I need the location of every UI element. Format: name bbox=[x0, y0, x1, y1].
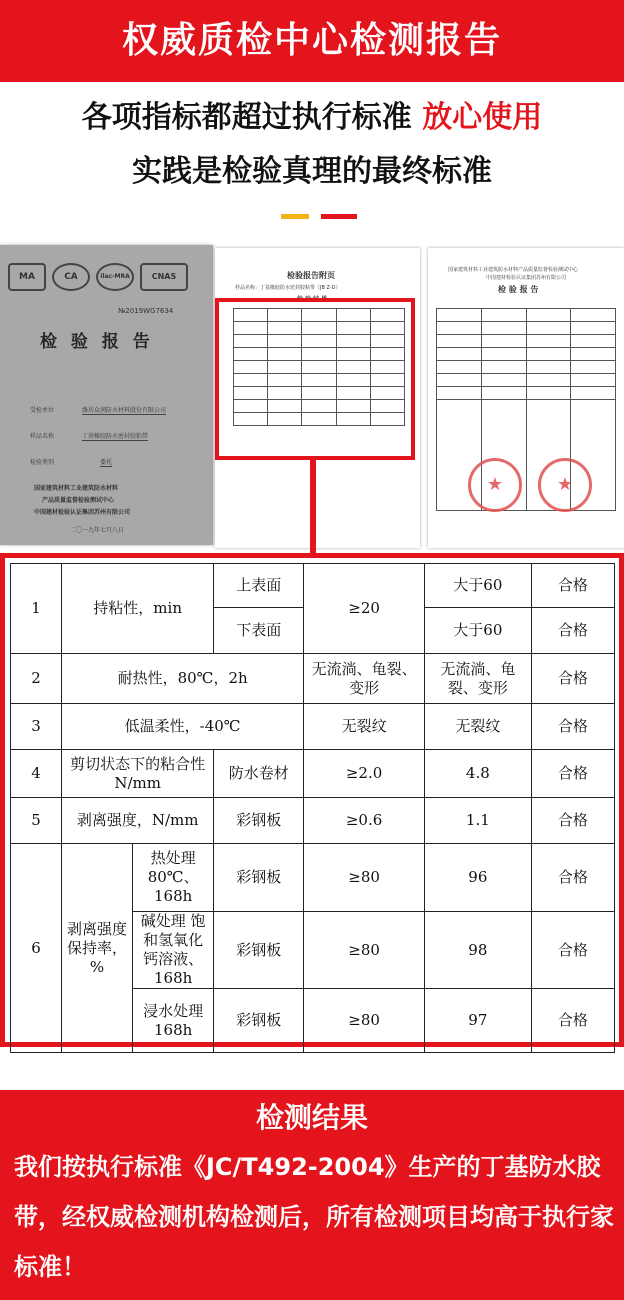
table-row bbox=[11, 750, 615, 798]
footer-title: 检测结果 bbox=[255, 1101, 368, 1134]
subtitle-line2: 实践是检验真理的最终标准 bbox=[132, 154, 492, 189]
cell-std: ≥20 bbox=[304, 564, 425, 654]
cell-result: 1.1 bbox=[424, 798, 531, 844]
cell-sub: 防水卷材 bbox=[214, 750, 304, 798]
cell-std: ≥80 bbox=[304, 844, 425, 912]
cover-date: 二〇一九年七月八日 bbox=[70, 527, 125, 534]
mid-doc-sample: 样品名称：丁基橡胶防水密封胶粘带（JB Z-D） bbox=[235, 285, 341, 291]
cell-sub: 彩钢板 bbox=[214, 798, 304, 844]
report-number: №2019WG7634 bbox=[118, 307, 174, 315]
table-row bbox=[11, 844, 615, 912]
cell-no: 2 bbox=[11, 654, 62, 704]
cell-no: 1 bbox=[11, 564, 62, 654]
field3-label: 检验类别 bbox=[30, 459, 55, 466]
cell-no: 4 bbox=[11, 750, 62, 798]
subtitle-line1 bbox=[0, 92, 624, 136]
cell-result: 无裂纹 bbox=[424, 704, 531, 750]
cell-no: 5 bbox=[11, 798, 62, 844]
report-detail-image bbox=[428, 248, 624, 548]
cover-title: 检 验 报 告 bbox=[40, 332, 154, 352]
cell-sub: 下表面 bbox=[214, 608, 304, 654]
ma-logo-icon: MA bbox=[8, 263, 46, 291]
field2-value: 丁基橡胶防水密封胶粘带 bbox=[82, 433, 149, 440]
result-footer bbox=[0, 1090, 624, 1300]
subtitle-text: 各项指标都超过执行标准 bbox=[81, 100, 412, 135]
results-table bbox=[10, 563, 615, 1053]
org-line1: 国家建筑材料工业建筑防水材料 bbox=[34, 485, 119, 492]
cell-result: 4.8 bbox=[424, 750, 531, 798]
cell-verdict: 合格 bbox=[531, 798, 614, 844]
cell-cond: 热处理 80℃、168h bbox=[132, 844, 213, 912]
cell-result: 98 bbox=[424, 912, 531, 989]
field3-value: 委托 bbox=[100, 459, 113, 466]
cnas-logo-icon: CNAS bbox=[140, 263, 188, 291]
table-row bbox=[11, 704, 615, 750]
divider-yellow bbox=[281, 214, 309, 219]
table-row bbox=[11, 564, 615, 608]
cell-no: 3 bbox=[11, 704, 62, 750]
divider-red bbox=[321, 214, 357, 219]
cell-cond: 浸水处理 168h bbox=[132, 989, 213, 1053]
cell-result: 大于60 bbox=[424, 564, 531, 608]
page-title: 权威质检中心检测报告 bbox=[0, 0, 624, 82]
right-doc-title: 检 验 报 告 bbox=[498, 285, 539, 294]
highlight-frame bbox=[215, 298, 415, 460]
cell-result: 96 bbox=[424, 844, 531, 912]
cell-verdict: 合格 bbox=[531, 704, 614, 750]
cell-item: 低温柔性，-40℃ bbox=[61, 704, 303, 750]
cell-verdict: 合格 bbox=[531, 750, 614, 798]
cell-std: ≥80 bbox=[304, 912, 425, 989]
org-line2: 产品质量监督检验测试中心 bbox=[42, 497, 115, 504]
cell-no: 6 bbox=[11, 844, 62, 1053]
cell-item: 持粘性，min bbox=[61, 564, 213, 654]
field1-label: 受检单位 bbox=[30, 407, 55, 414]
right-doc-org2: 中国建材检验认证集团苏州有限公司 bbox=[486, 275, 567, 281]
cell-item: 剥离强度保持率，% bbox=[61, 844, 132, 1053]
cell-result: 大于60 bbox=[424, 608, 531, 654]
cell-std: ≥80 bbox=[304, 989, 425, 1053]
subtitle-highlight: 放心使用 bbox=[422, 100, 543, 135]
table-row bbox=[11, 798, 615, 844]
ca-logo-icon: CA bbox=[52, 263, 90, 291]
cert-logos bbox=[8, 263, 208, 291]
mid-doc-title: 检验报告附页 bbox=[287, 271, 335, 280]
field2-label: 样品名称 bbox=[30, 433, 55, 440]
cell-sub: 彩钢板 bbox=[214, 912, 304, 989]
zoomed-results-panel bbox=[0, 553, 624, 1047]
cell-verdict: 合格 bbox=[531, 989, 614, 1053]
cell-result: 97 bbox=[424, 989, 531, 1053]
cell-item: 耐热性，80℃，2h bbox=[61, 654, 303, 704]
seal-stamp-icon: ★ bbox=[468, 458, 522, 512]
cell-verdict: 合格 bbox=[531, 912, 614, 989]
cell-std: 无裂纹 bbox=[304, 704, 425, 750]
cell-verdict: 合格 bbox=[531, 608, 614, 654]
cell-sub: 彩钢板 bbox=[214, 989, 304, 1053]
cell-std: ≥2.0 bbox=[304, 750, 425, 798]
org-line3: 中国建材检验认证集团苏州有限公司 bbox=[34, 509, 131, 516]
cell-std: ≥0.6 bbox=[304, 798, 425, 844]
cell-cond: 碱处理 饱和氢氧化钙溶液、168h bbox=[132, 912, 213, 989]
table-row bbox=[11, 654, 615, 704]
report-cover-image bbox=[0, 245, 213, 545]
right-doc-org: 国家建筑材料工业建筑防水材料产品质量监督检验测试中心 bbox=[448, 267, 579, 273]
cell-std: 无流淌、龟裂、变形 bbox=[304, 654, 425, 704]
highlight-connector bbox=[310, 460, 316, 554]
cell-result: 无流淌、龟裂、变形 bbox=[424, 654, 531, 704]
cell-verdict: 合格 bbox=[531, 654, 614, 704]
cell-verdict: 合格 bbox=[531, 844, 614, 912]
mid-doc-section: 检 验 结 果 bbox=[297, 296, 328, 303]
seal-stamp-icon: ★ bbox=[538, 458, 592, 512]
cell-item: 剪切状态下的粘合性 N/mm bbox=[61, 750, 213, 798]
field1-value: 潍坊众润防水材料股份有限公司 bbox=[82, 407, 167, 414]
cell-sub: 上表面 bbox=[214, 564, 304, 608]
cell-sub: 彩钢板 bbox=[214, 844, 304, 912]
ilac-logo-icon: ilac-MRA bbox=[96, 263, 134, 291]
footer-body: 我们按执行标准《JC/T492-2004》生产的丁基防水胶带，经权威检测机构检测后，所有检测项目均高于执行家标准！ bbox=[14, 1153, 614, 1281]
cell-item: 剥离强度，N/mm bbox=[61, 798, 213, 844]
cell-verdict: 合格 bbox=[531, 564, 614, 608]
